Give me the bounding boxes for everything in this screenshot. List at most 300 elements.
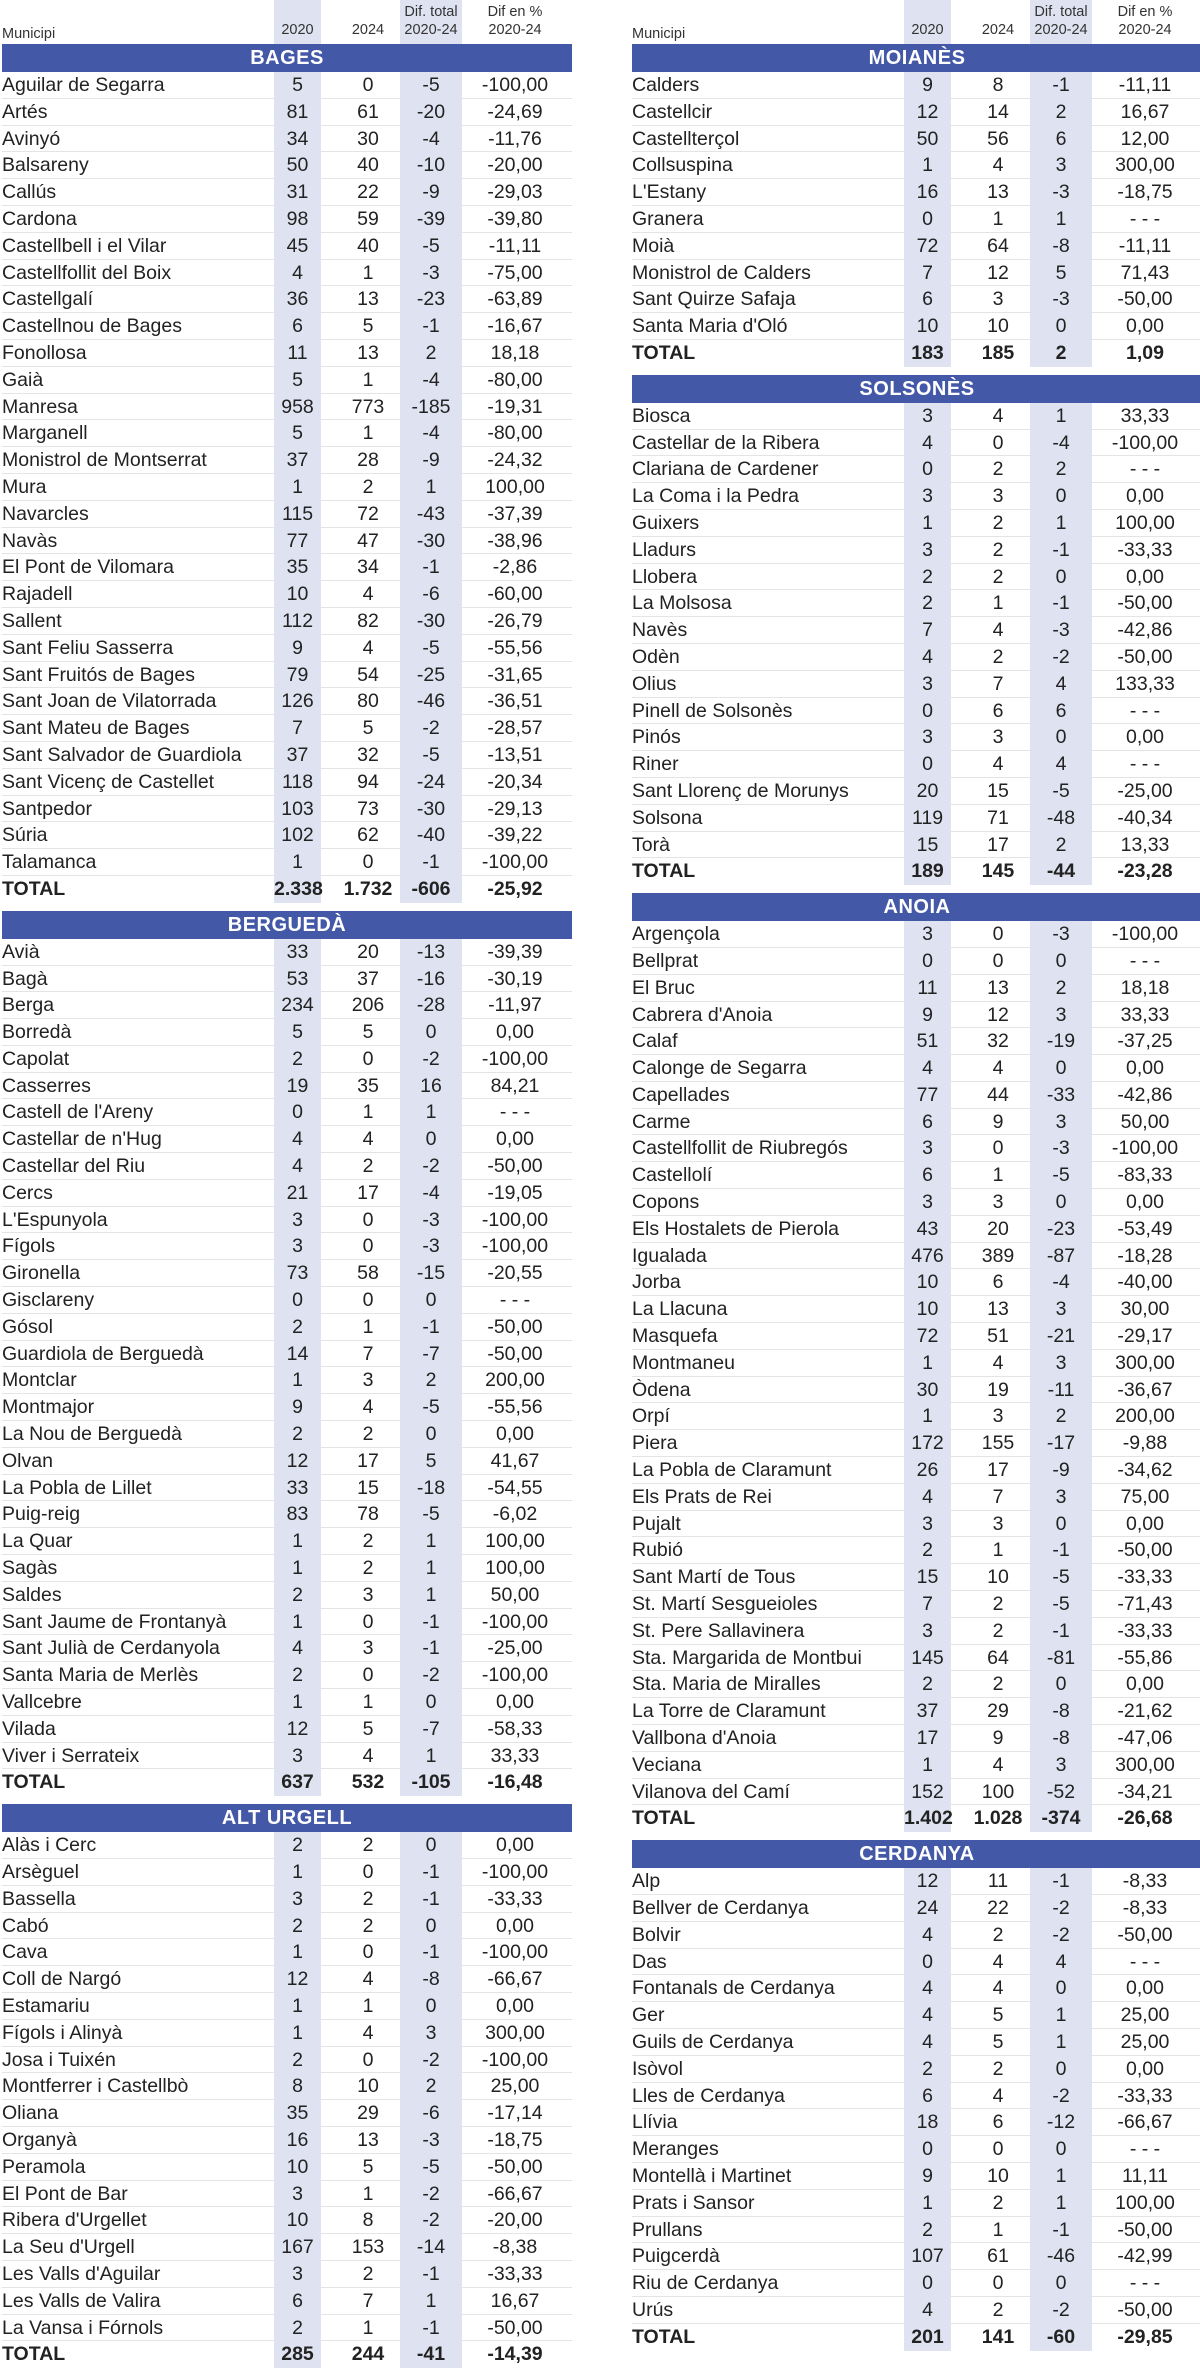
cell-2024: 7 [362, 2289, 374, 2312]
comarca-section [2, 1804, 572, 2368]
municipi-name: Sallent [2, 609, 62, 632]
cell-2020: 1 [904, 2190, 951, 2217]
cell-2020: 3 [904, 1189, 951, 1216]
cell-2024: 9 [992, 1110, 1004, 1133]
cell-dif-total: -2 [400, 1153, 462, 1180]
table-row [632, 2056, 1200, 2083]
municipi-name: Fígols [2, 1235, 56, 1258]
cell-dif-total: -1 [1030, 1618, 1092, 1645]
header-2020: 2020 [281, 22, 314, 38]
cell-dif-pct: -26,79 [487, 609, 543, 632]
municipi-name: Isòvol [632, 2057, 683, 2080]
cell-2024: 34 [357, 556, 379, 579]
table-row [2, 715, 572, 742]
table-row [632, 510, 1200, 537]
table-row [632, 805, 1200, 832]
cell-dif-pct: - - - [1129, 2138, 1161, 2161]
section-gap [632, 885, 1200, 893]
table-row [632, 2002, 1200, 2029]
cell-2020: 10 [904, 1296, 951, 1323]
table-row [632, 1109, 1200, 1136]
cell-dif-pct: 0,00 [1126, 315, 1164, 338]
cell-dif-pct: -20,55 [487, 1262, 543, 1285]
cell-2020: 2 [274, 1046, 321, 1073]
cell-dif-pct: -36,51 [487, 690, 543, 713]
cell-2024: 0 [992, 431, 1004, 454]
cell-dif-total: 3 [1030, 152, 1092, 179]
cell-dif-pct: 0,00 [496, 1021, 534, 1044]
municipi-name: Avinyó [2, 127, 61, 150]
cell-dif-total: -33 [1030, 1082, 1092, 1109]
cell-dif-total: -4 [400, 1180, 462, 1207]
municipi-name: St. Martí Sesgueioles [632, 1593, 818, 1616]
cell-2020: 5 [274, 1019, 321, 1046]
table-row [2, 688, 572, 715]
municipi-name: El Pont de Vilomara [2, 556, 174, 579]
cell-2020: 183 [904, 340, 951, 367]
cell-dif-pct: -8,33 [1122, 1870, 1168, 1893]
municipi-name: Sant Julià de Cerdanyola [2, 1637, 220, 1660]
table-row [632, 430, 1200, 457]
cell-dif-total: 2 [1030, 456, 1092, 483]
cell-2024: 0 [362, 1861, 374, 1883]
cell-dif-total: -44 [1030, 858, 1092, 885]
cell-dif-total: -39 [400, 206, 462, 233]
cell-dif-pct: -18,75 [487, 2128, 543, 2151]
cell-2024: 78 [357, 1503, 379, 1526]
table-row [2, 2315, 572, 2342]
cell-dif-total: -1 [400, 1609, 462, 1636]
right-column [632, 0, 1200, 2351]
cell-2020: 9 [274, 635, 321, 662]
municipi-name: Bagà [2, 967, 48, 990]
total-label: TOTAL [632, 341, 696, 364]
cell-2020: 10 [904, 313, 951, 340]
municipi-name: Biosca [632, 404, 691, 427]
municipi-name: Clariana de Cardener [632, 458, 819, 481]
cell-2024: 1 [362, 1691, 374, 1714]
cell-dif-pct: -25,00 [487, 1637, 543, 1660]
cell-2024: 8 [362, 2209, 374, 2232]
municipi-name: Olius [632, 672, 677, 695]
cell-dif-pct: -71,43 [1117, 1593, 1173, 1616]
header-municipi: Municipi [2, 26, 56, 42]
cell-dif-total: -8 [1030, 1725, 1092, 1752]
cell-dif-total: -81 [1030, 1645, 1092, 1672]
cell-dif-total: -2 [400, 2181, 462, 2208]
cell-dif-total: 1 [400, 1582, 462, 1609]
cell-dif-pct: -37,25 [1117, 1030, 1173, 1053]
municipi-name: Castellgalí [2, 288, 94, 311]
cell-dif-total: -2 [400, 715, 462, 742]
cell-2020: 119 [904, 805, 951, 832]
table-row [2, 2261, 572, 2288]
cell-2020: 19 [274, 1073, 321, 1100]
cell-2020: 2 [904, 2056, 951, 2083]
cell-dif-pct: -50,00 [1117, 2218, 1173, 2241]
municipi-name: Peramola [2, 2155, 86, 2178]
right-sections [632, 44, 1200, 2351]
cell-dif-pct: 25,00 [1120, 2030, 1170, 2053]
cell-2024: 62 [357, 824, 379, 847]
cell-2024: 1 [992, 2218, 1004, 2241]
cell-2020: 0 [904, 206, 951, 233]
cell-dif-total: -5 [400, 233, 462, 260]
table-row [2, 1939, 572, 1966]
cell-2024: 3 [362, 1637, 374, 1660]
cell-dif-total: -5 [1030, 1564, 1092, 1591]
cell-dif-pct: 0,00 [1126, 1673, 1164, 1696]
cell-2020: 36 [274, 286, 321, 313]
cell-dif-total: -2 [400, 2207, 462, 2234]
municipi-name: Riner [632, 753, 679, 776]
municipi-name: Sant Martí de Tous [632, 1566, 796, 1589]
table-row [632, 644, 1200, 671]
municipi-name: Capolat [2, 1047, 70, 1070]
cell-2024: 2 [362, 1423, 374, 1446]
cell-2024: 4 [992, 1977, 1004, 2000]
municipi-name: Bolvir [632, 1923, 681, 1946]
cell-2024: 6 [992, 1271, 1004, 1294]
municipi-name: Artés [2, 100, 48, 123]
cell-dif-total: -3 [400, 2127, 462, 2154]
cell-dif-total: -1 [1030, 1537, 1092, 1564]
header-dif-total: Dif. total [1034, 4, 1088, 20]
cell-dif-pct: -20,00 [487, 154, 543, 177]
cell-2024: 2 [992, 2057, 1004, 2080]
municipi-name: Monistrol de Calders [632, 261, 811, 284]
municipi-name: Cabrera d'Anoia [632, 1003, 773, 1026]
cell-dif-total: -5 [400, 2154, 462, 2181]
cell-2020: 2 [904, 590, 951, 617]
cell-dif-pct: 12,00 [1120, 127, 1170, 150]
comarca-title: ANOIA [632, 893, 1200, 921]
cell-dif-pct: 0,00 [496, 1128, 534, 1151]
table-row [632, 1949, 1200, 1976]
cell-dif-total: -606 [400, 876, 462, 903]
table-row [2, 179, 572, 206]
comarca-section [632, 375, 1200, 885]
cell-dif-total: -2 [400, 1662, 462, 1689]
cell-2020: 0 [904, 698, 951, 725]
municipi-name: La Seu d'Urgell [2, 2236, 135, 2259]
municipi-name: Vilanova del Camí [632, 1780, 790, 1803]
cell-dif-pct: -24,32 [487, 449, 543, 472]
cell-dif-total: 0 [1030, 1511, 1092, 1538]
cell-2024: 2 [362, 1155, 374, 1178]
cell-2020: 6 [904, 2083, 951, 2110]
cell-dif-total: 5 [400, 1448, 462, 1475]
municipi-name: Bellprat [632, 949, 699, 972]
table-row [632, 1430, 1200, 1457]
cell-2020: 115 [274, 501, 321, 528]
municipi-name: Fígols i Alinyà [2, 2021, 123, 2044]
cell-dif-total: 4 [1030, 1949, 1092, 1976]
cell-2024: 532 [351, 1771, 385, 1794]
cell-dif-total: 4 [1030, 671, 1092, 698]
cell-2020: 2 [904, 564, 951, 591]
table-row [632, 1645, 1200, 1672]
cell-2020: 9 [274, 1394, 321, 1421]
cell-dif-pct: -30,19 [487, 967, 543, 990]
municipi-name: Carme [632, 1110, 691, 1133]
cell-2020: 102 [274, 822, 321, 849]
cell-dif-pct: 300,00 [485, 2021, 545, 2044]
municipi-name: Olvan [2, 1449, 53, 1472]
cell-2024: 4 [362, 1744, 374, 1767]
cell-2020: 4 [904, 1055, 951, 1082]
cell-2024: 2 [362, 475, 374, 498]
cell-2024: 58 [357, 1262, 379, 1285]
municipi-name: Sagàs [2, 1557, 58, 1580]
cell-2020: 152 [904, 1779, 951, 1806]
cell-2020: 81 [274, 99, 321, 126]
cell-dif-total: -5 [1030, 1591, 1092, 1618]
table-row [2, 206, 572, 233]
cell-2024: 4 [362, 1396, 374, 1419]
cell-dif-pct: -29,13 [487, 797, 543, 820]
cell-2020: 24 [904, 1895, 951, 1922]
cell-dif-pct: -100,00 [481, 1941, 549, 1964]
table-row [2, 796, 572, 823]
cell-dif-pct: -28,57 [487, 717, 543, 740]
cell-2020: 0 [904, 751, 951, 778]
municipi-name: Castellar de n'Hug [2, 1128, 162, 1151]
municipi-name: Berga [2, 994, 55, 1017]
cell-dif-total: -13 [400, 939, 462, 966]
municipi-name: Granera [632, 207, 704, 230]
table-row [632, 1350, 1200, 1377]
cell-dif-total: -40 [400, 822, 462, 849]
municipi-name: Castellfollit del Boix [2, 261, 172, 284]
total-row [2, 2341, 572, 2368]
cell-dif-total: -15 [400, 1260, 462, 1287]
cell-2024: 7 [992, 672, 1004, 695]
cell-2024: 0 [362, 1610, 374, 1633]
table-row [632, 1002, 1200, 1029]
municipi-name: Jorba [632, 1271, 681, 1294]
cell-2020: 5 [274, 420, 321, 447]
cell-dif-total: -185 [400, 394, 462, 421]
cell-2020: 172 [904, 1430, 951, 1457]
municipi-name: Gósol [2, 1315, 53, 1338]
cell-dif-total: -1 [1030, 537, 1092, 564]
table-row [2, 1528, 572, 1555]
municipi-name: El Bruc [632, 976, 695, 999]
cell-dif-total: 0 [1030, 948, 1092, 975]
cell-dif-total: -4 [400, 126, 462, 153]
cell-dif-pct: 0,00 [1126, 565, 1164, 588]
table-row [2, 1716, 572, 1743]
cell-2020: 3 [904, 921, 951, 948]
cell-2024: 0 [992, 923, 1004, 946]
cell-2020: 73 [274, 1260, 321, 1287]
cell-dif-total: -3 [400, 260, 462, 287]
table-row [632, 152, 1200, 179]
municipi-name: Estamariu [2, 1994, 90, 2017]
cell-2024: 71 [987, 806, 1009, 829]
cell-2024: 37 [357, 967, 379, 990]
municipi-name: La Pobla de Lillet [2, 1476, 152, 1499]
cell-dif-pct: -11,11 [1118, 74, 1172, 96]
cell-dif-total: 3 [1030, 1296, 1092, 1323]
municipi-name: Santa Maria de Merlès [2, 1664, 199, 1687]
table-row [632, 1484, 1200, 1511]
cell-dif-pct: -60,00 [487, 583, 543, 606]
cell-dif-total: -9 [400, 447, 462, 474]
cell-2020: 1 [274, 1939, 321, 1966]
table-row [632, 1055, 1200, 1082]
cell-dif-pct: -16,48 [487, 1771, 543, 1794]
cell-2024: 22 [987, 1897, 1009, 1919]
total-label: TOTAL [632, 2325, 696, 2348]
cell-dif-total: 1 [400, 2288, 462, 2315]
cell-dif-pct: 100,00 [485, 475, 545, 498]
municipi-name: Pinós [632, 726, 681, 749]
cell-dif-total: 1 [400, 1528, 462, 1555]
cell-2024: 22 [357, 181, 379, 204]
cell-2020: 3 [274, 1886, 321, 1913]
cell-2020: 98 [274, 206, 321, 233]
comarca-title: BERGUEDÀ [2, 911, 572, 939]
cell-2020: 112 [274, 608, 321, 635]
cell-2020: 35 [274, 2100, 321, 2127]
cell-2024: 10 [987, 315, 1009, 338]
cell-2024: 1 [362, 2316, 374, 2339]
cell-dif-pct: 33,33 [1120, 1003, 1170, 1026]
cell-dif-pct: - - - [1129, 699, 1161, 722]
cell-dif-total: -30 [400, 608, 462, 635]
cell-dif-total: -105 [400, 1769, 462, 1796]
cell-2024: 0 [992, 2272, 1004, 2295]
municipi-name: Das [632, 1950, 667, 1973]
column-header [2, 0, 572, 44]
cell-dif-total: -2 [1030, 2297, 1092, 2324]
cell-2020: 103 [274, 796, 321, 823]
cell-2020: 0 [274, 1287, 321, 1314]
cell-dif-total: -9 [1030, 1457, 1092, 1484]
cell-2020: 17 [904, 1725, 951, 1752]
cell-dif-total: 1 [400, 1555, 462, 1582]
cell-dif-total: -2 [1030, 1895, 1092, 1922]
cell-2024: 80 [357, 690, 379, 713]
total-row [632, 1805, 1200, 1832]
municipi-name: Coll de Nargó [2, 1968, 122, 1991]
cell-2020: 4 [904, 644, 951, 671]
cell-2024: 1 [362, 422, 374, 445]
cell-dif-pct: - - - [1129, 2272, 1161, 2295]
table-row [2, 2288, 572, 2315]
municipi-name: Castellolí [632, 1164, 713, 1187]
municipi-name: Marganell [2, 422, 88, 445]
header-dif-total: Dif. total [404, 4, 458, 20]
cell-2020: 11 [904, 975, 951, 1002]
section-gap [2, 903, 572, 911]
municipi-name: Masquefa [632, 1325, 718, 1348]
cell-2024: 0 [362, 851, 374, 874]
cell-dif-total: -46 [1030, 2243, 1092, 2270]
cell-2024: 2 [362, 1887, 374, 1910]
municipi-name: L'Estany [632, 181, 707, 204]
cell-dif-pct: -50,00 [487, 2316, 543, 2339]
cell-2024: 1.028 [973, 1807, 1023, 1830]
table-row [632, 1868, 1200, 1895]
cell-dif-total: 1 [400, 1099, 462, 1126]
municipi-name: Sant Feliu Sasserra [2, 636, 174, 659]
cell-dif-total: -60 [1030, 2324, 1092, 2351]
municipi-name: Puig-reig [2, 1503, 81, 1526]
cell-dif-pct: -11,76 [488, 127, 542, 150]
table-row [632, 1323, 1200, 1350]
cell-dif-total: -6 [400, 581, 462, 608]
cell-dif-total: 2 [1030, 99, 1092, 126]
cell-dif-total: -46 [400, 688, 462, 715]
cell-2020: 0 [904, 2136, 951, 2163]
cell-dif-total: -2 [1030, 644, 1092, 671]
cell-dif-total: -30 [400, 796, 462, 823]
table-row [632, 233, 1200, 260]
header-dif-pct: Dif en % [1117, 4, 1173, 20]
municipi-name: Cava [2, 1941, 48, 1964]
cell-2020: 6 [904, 1109, 951, 1136]
cell-dif-pct: 200,00 [485, 1369, 545, 1392]
cell-2024: 9 [992, 1727, 1004, 1750]
table-row [632, 2163, 1200, 2190]
cell-dif-pct: -17,14 [487, 2102, 543, 2125]
table-row [632, 2029, 1200, 2056]
cell-dif-total: 5 [1030, 260, 1092, 287]
table-row [2, 1475, 572, 1502]
cell-dif-pct: -20,34 [487, 770, 543, 793]
cell-2024: 15 [357, 1476, 379, 1499]
cell-dif-total: 0 [1030, 2136, 1092, 2163]
cell-dif-total: 1 [1030, 2163, 1092, 2190]
cell-2020: 3 [274, 2261, 321, 2288]
cell-dif-total: 2 [400, 340, 462, 367]
municipi-name: Veciana [632, 1753, 702, 1776]
municipi-name: Urús [632, 2298, 674, 2321]
cell-dif-pct: -100,00 [481, 1861, 549, 1883]
cell-2024: 2 [992, 511, 1004, 534]
table-row [2, 99, 572, 126]
cell-dif-total: -24 [400, 769, 462, 796]
municipi-name: Sant Jaume de Frontanyà [2, 1610, 227, 1633]
cell-2024: 1 [362, 261, 374, 284]
cell-dif-pct: -42,86 [1117, 619, 1173, 642]
cell-2024: 30 [357, 127, 379, 150]
municipi-name: Castellar del Riu [2, 1155, 146, 1178]
table-row [2, 1260, 572, 1287]
table-row [2, 474, 572, 501]
municipi-name: Calaf [632, 1030, 678, 1053]
cell-2020: 79 [274, 662, 321, 689]
left-column [2, 0, 572, 2368]
cell-2024: 1 [992, 592, 1004, 615]
cell-dif-pct: 16,67 [490, 2289, 540, 2312]
table-row [632, 1243, 1200, 1270]
cell-2020: 10 [904, 1269, 951, 1296]
cell-dif-pct: -50,00 [487, 2155, 543, 2178]
cell-dif-total: -4 [1030, 430, 1092, 457]
cell-dif-pct: -39,22 [487, 824, 543, 847]
cell-dif-pct: -66,67 [487, 1968, 543, 1991]
cell-2024: 1 [992, 1164, 1004, 1187]
cell-dif-total: -3 [1030, 921, 1092, 948]
cell-2020: 20 [904, 778, 951, 805]
cell-dif-total: 0 [1030, 483, 1092, 510]
cell-dif-pct: -37,39 [487, 502, 543, 525]
cell-2020: 72 [904, 233, 951, 260]
